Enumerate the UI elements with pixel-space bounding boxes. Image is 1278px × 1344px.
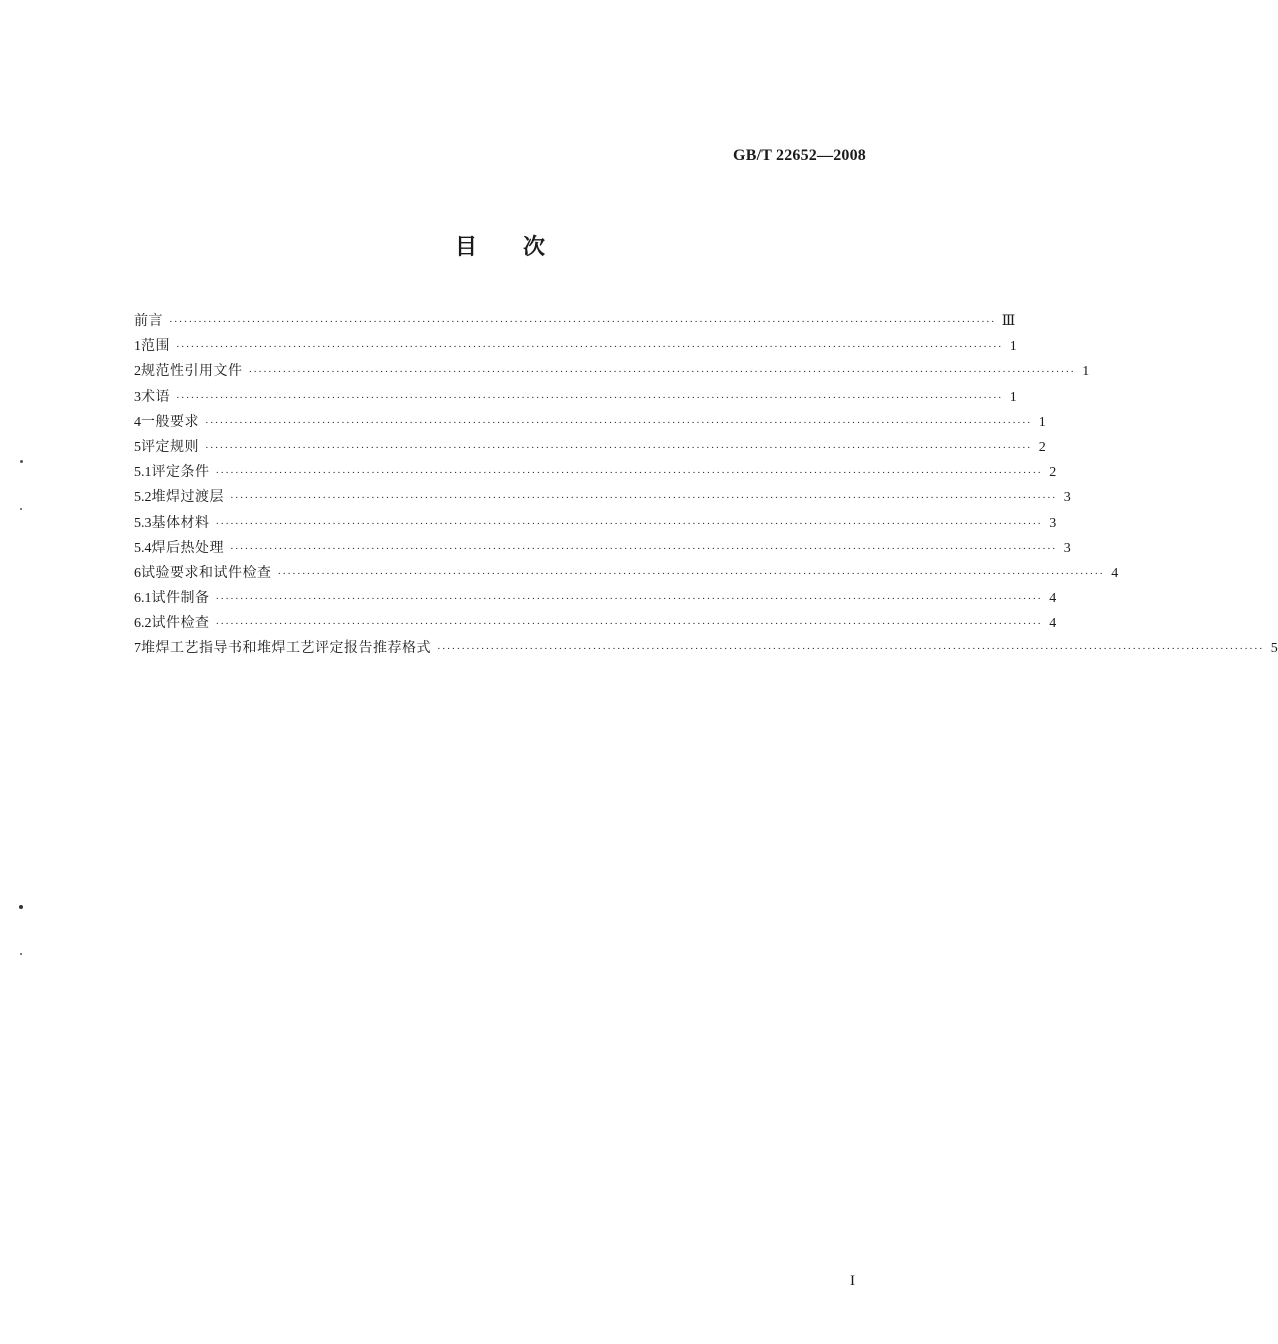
toc-entry-number: 5.2 [134,490,152,506]
toc-leader-dots: ·········································································································································································· [169,316,996,328]
toc-entry-number: 5 [134,439,141,455]
toc-entry-page: 1 [1038,414,1046,430]
toc-entry-number: 6.1 [134,591,152,607]
toc-entry-label: 一般要求 [141,413,199,430]
toc-entry-page: 5 [1270,641,1278,657]
toc-entry-number: 6 [134,565,141,581]
toc-entry-6[interactable] [134,561,1119,586]
toc-entry-label: 堆焊工艺指导书和堆焊工艺评定报告推荐格式 [141,640,431,657]
toc-entry-label: 焊后热处理 [151,539,224,556]
toc-leader-dots: ·········································································································································································· [215,517,1043,530]
title-char-1: 目 [454,235,477,260]
scan-speck [20,508,22,510]
standard-number: GB/T 22652—2008 [733,147,866,164]
toc-entry-6-2[interactable] [134,611,1057,636]
toc-entry-label: 试验要求和试件检查 [141,564,272,581]
scan-speck [19,905,23,909]
toc-leader-dots: ·········································································································································································· [205,441,1032,454]
toc-entry-page: Ⅲ [1001,314,1016,329]
scan-speck [20,460,23,463]
toc-entry-5-3[interactable] [134,511,1057,536]
toc-entry-label: 评定条件 [151,464,210,481]
toc-entry-label: 基体材料 [151,514,210,531]
toc-entry-5-2[interactable] [134,485,1071,510]
toc-entry-number: 4 [134,414,141,430]
toc-leader-dots: ·········································································································································································· [215,467,1043,480]
toc-entry-6-1[interactable] [134,586,1057,611]
title-char-2: 次 [523,235,546,260]
toc-entry-label: 前言 [134,313,163,329]
toc-entry-page: 3 [1063,490,1071,506]
toc-entry-label: 评定规则 [141,438,199,455]
toc-entry-number: 5.3 [134,515,152,531]
toc-entry-page: 2 [1038,439,1046,455]
toc-entry-label: 试件检查 [151,615,210,632]
page-number: I [850,1273,855,1289]
toc-leader-dots: ·········································································································································································· [215,618,1043,631]
toc-entry-page: 4 [1049,591,1057,607]
toc-leader-dots: ·········································································································································································· [205,416,1032,429]
toc-entry-5-4[interactable] [134,536,1071,561]
toc-leader-dots: ·········································································································································································· [277,567,1105,580]
toc-leader-dots: ·········································································································································································· [230,492,1057,505]
toc-entry-page: 4 [1111,565,1119,581]
toc-entry-label: 规范性引用文件 [141,363,243,380]
toc-leader-dots: ·········································································································································································· [176,391,1003,404]
toc-leader-dots: ·········································································································································································· [248,366,1076,379]
toc-entry-label: 堆焊过渡层 [151,489,224,506]
toc-entry-label: 试件制备 [151,590,210,607]
toc-entry-label: 术语 [141,388,170,405]
toc-entry-1[interactable] [134,334,1017,359]
toc-leader-dots: ·········································································································································································· [437,643,1264,656]
toc-entry-number: 6.2 [134,616,152,632]
toc-entry-page: 1 [1009,339,1017,355]
toc-entry-label: 范围 [141,338,170,355]
toc-entry-page: 3 [1063,540,1071,556]
toc-entry-3[interactable] [134,385,1017,410]
scan-speck [20,953,22,955]
toc-entry-page: 4 [1049,616,1057,632]
toc-entry-number: 3 [134,389,141,405]
toc-entry-4[interactable] [134,410,1046,435]
toc-leader-dots: ·········································································································································································· [215,593,1043,606]
toc-entry-number: 5.1 [134,465,152,481]
toc-entry-page: 3 [1049,515,1057,531]
toc-entry-number: 1 [134,339,141,355]
toc-entry-2[interactable] [134,359,1090,384]
toc-leader-dots: ·········································································································································································· [176,341,1003,354]
toc-entry-page: 1 [1082,364,1090,380]
toc-entry-page: 1 [1009,389,1017,405]
toc-entry-page: 2 [1049,465,1057,481]
toc-entry-number: 2 [134,364,141,380]
toc-leader-dots: ·········································································································································································· [230,542,1057,555]
toc-entry-number: 7 [134,641,141,657]
page-title [0,230,1000,261]
table-of-contents [134,309,1278,662]
toc-entry-number: 5.4 [134,540,152,556]
toc-entry-foreword[interactable] [134,309,1016,334]
toc-entry-5-1[interactable] [134,460,1057,485]
toc-entry-7[interactable] [134,636,1278,661]
toc-entry-5[interactable] [134,435,1046,460]
